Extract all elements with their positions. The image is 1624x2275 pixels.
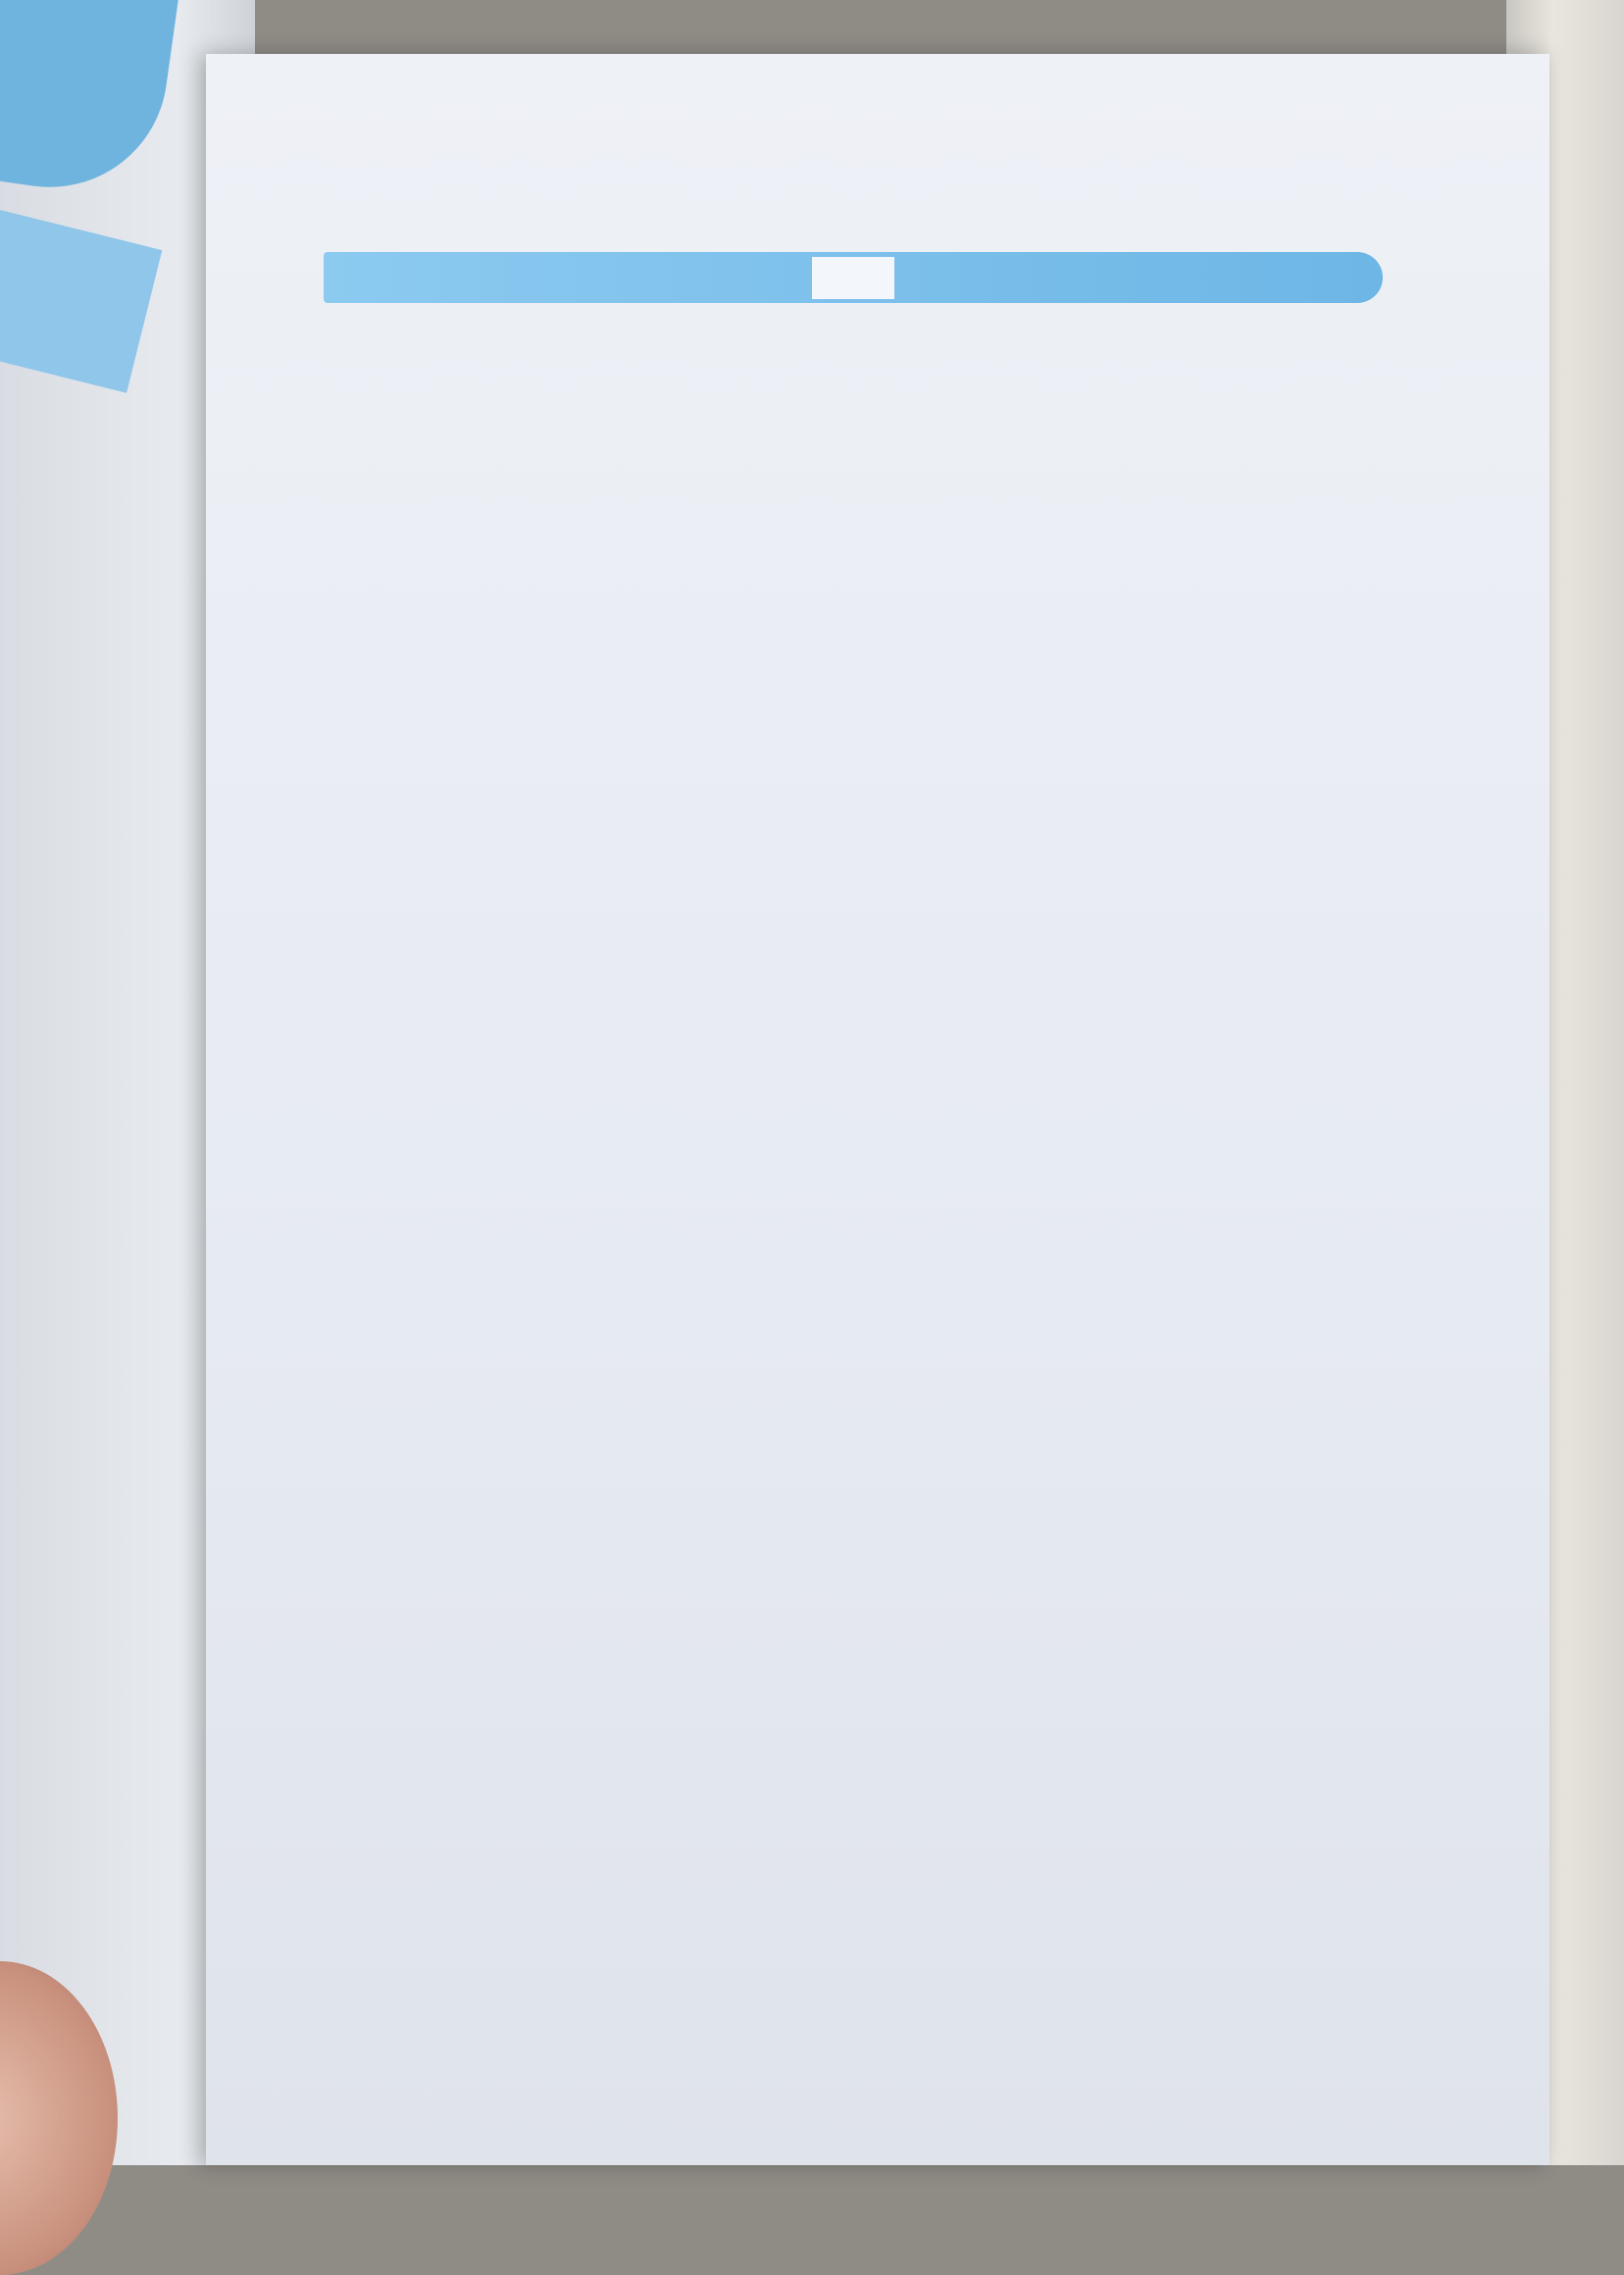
left-page-tab: [0, 0, 181, 202]
toc-content: [333, 230, 1432, 319]
left-page-numbers: [0, 490, 177, 1020]
part-banner: [324, 252, 1383, 303]
left-page-band: [0, 205, 162, 393]
part-title: [812, 257, 894, 299]
toc-page: [206, 54, 1549, 2165]
